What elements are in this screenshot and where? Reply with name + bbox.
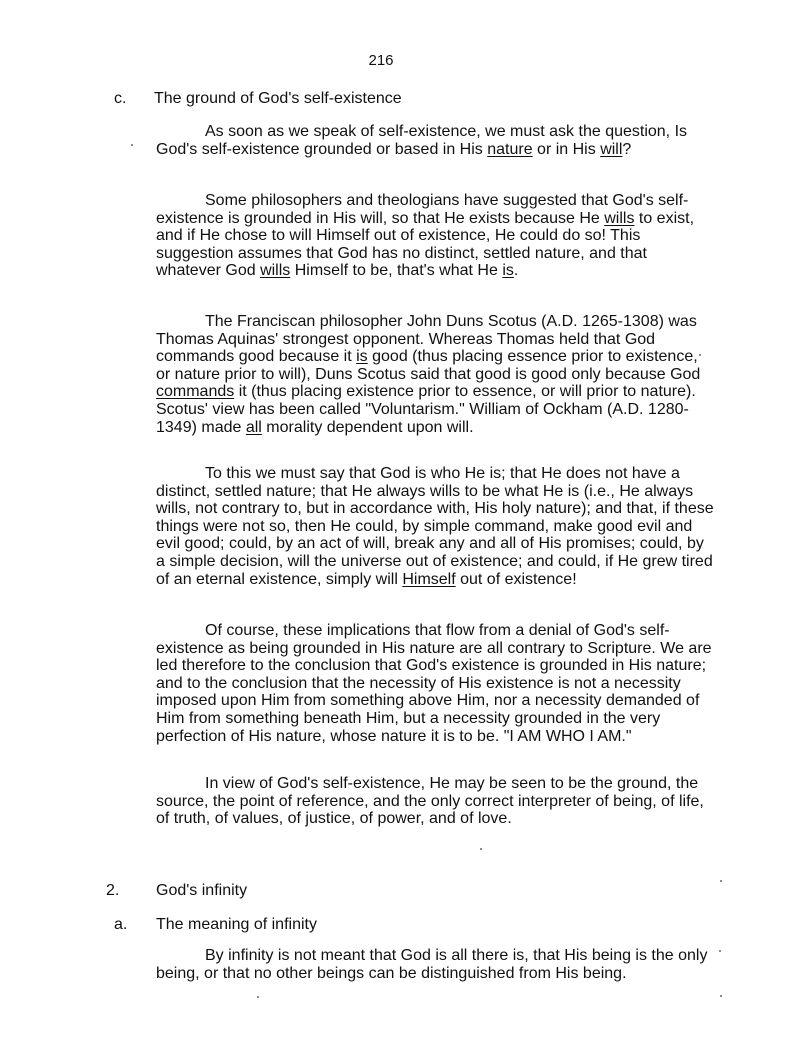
scan-speck	[720, 880, 722, 882]
text-run: Himself to be, that's what He	[290, 262, 503, 280]
section-2-marker: 2.	[106, 882, 120, 899]
scan-speck	[480, 848, 482, 850]
section-a-title: The meaning of infinity	[156, 916, 317, 933]
text-run: Some philosophers and theologians have suggested that God's self-existence is grounded in His will, so that He exists because He	[156, 192, 689, 227]
underlined-text: wills	[604, 209, 635, 227]
paragraph	[156, 313, 716, 436]
text-run: .	[513, 262, 519, 280]
scan-speck	[131, 144, 133, 146]
section-c-marker: c.	[114, 90, 127, 107]
page-number: 216	[368, 52, 394, 69]
underlined-text: is	[502, 262, 514, 280]
section-2-title: God's infinity	[156, 882, 248, 899]
text-run: ?	[622, 140, 632, 158]
scan-speck	[720, 995, 722, 997]
underlined-text: will	[600, 140, 623, 158]
underlined-text: wills	[260, 262, 291, 280]
paragraph	[156, 622, 716, 745]
text-run: By infinity is not meant that God is all there is, that His being is the only being, or that no other beings can be distinguished from His being.	[156, 947, 708, 982]
underlined-text: nature	[487, 140, 533, 158]
underlined-text: is	[356, 348, 368, 366]
paragraph	[156, 775, 716, 828]
paragraph	[156, 947, 716, 982]
text-run: In view of God's self-existence, He may be seen to be the ground, the source, the point of reference, and the only correct interpreter of being, of life, of truth, of values, of justice, of power, and of love.	[156, 775, 704, 828]
text-run: To this we must say that God is who He is; that He does not have a distinct, settled nature; that He always wills to be what He is (i.e., He always wills, not contrary to, but in accordance with, His holy nature); and that, if these things were not so, then He could, by simple command, make good evil and evil good; could, by an act of will, break any and all of His promises; could, by a simple decision, will the universe out of existence; and could, if He grew tired of an eternal existence, simply will	[156, 465, 714, 588]
scan-speck	[257, 996, 259, 998]
text-run: Of course, these implications that flow from a denial of God's self-existence as being grounded in His nature are all contrary to Scripture. We are led therefore to the conclusion that God's existence is grounded in His nature; and to the conclusion that the necessity of His existence is not a necessity imposed upon Him from something above Him, nor a necessity demanded of Him from something beneath Him, but a necessity grounded in the very perfection of His nature, whose nature it is to be. "I AM WHO I AM."	[156, 622, 712, 745]
scan-speck	[719, 950, 721, 952]
paragraph	[156, 192, 716, 280]
underlined-text: commands	[156, 383, 235, 401]
text-run: it (thus placing existence prior to essence, or will prior to nature). Scotus' view has been called "Voluntarism." William of Ockham (A.D. 1280-1349) made	[156, 383, 696, 436]
paragraph	[156, 123, 716, 158]
text-run: out of existence!	[455, 570, 577, 588]
underlined-text: Himself	[402, 570, 456, 588]
section-a-marker: a.	[114, 916, 128, 933]
text-run: morality dependent upon will.	[261, 418, 474, 436]
scan-speck	[699, 354, 701, 356]
text-run: As soon as we speak of self-existence, we must ask the question, Is God's self-existence grounded or based in His	[156, 123, 688, 158]
underlined-text: all	[245, 418, 262, 436]
text-run: The Franciscan philosopher John Duns Scotus (A.D. 1265-1308) was Thomas Aquinas' strongest opponent. Whereas Thomas held that God commands good because it	[156, 313, 697, 366]
paragraph	[156, 465, 716, 588]
text-run: to exist, and if He chose to will Himself out of existence, He could do so! This suggestion assumes that God has no distinct, settled nature, and that whatever God	[156, 209, 695, 280]
section-c-title: The ground of God's self-existence	[154, 90, 402, 107]
text-run: good (thus placing essence prior to existence, or nature prior to will), Duns Scotus said that good is good only because God	[156, 348, 701, 383]
text-run: or in His	[532, 140, 601, 158]
